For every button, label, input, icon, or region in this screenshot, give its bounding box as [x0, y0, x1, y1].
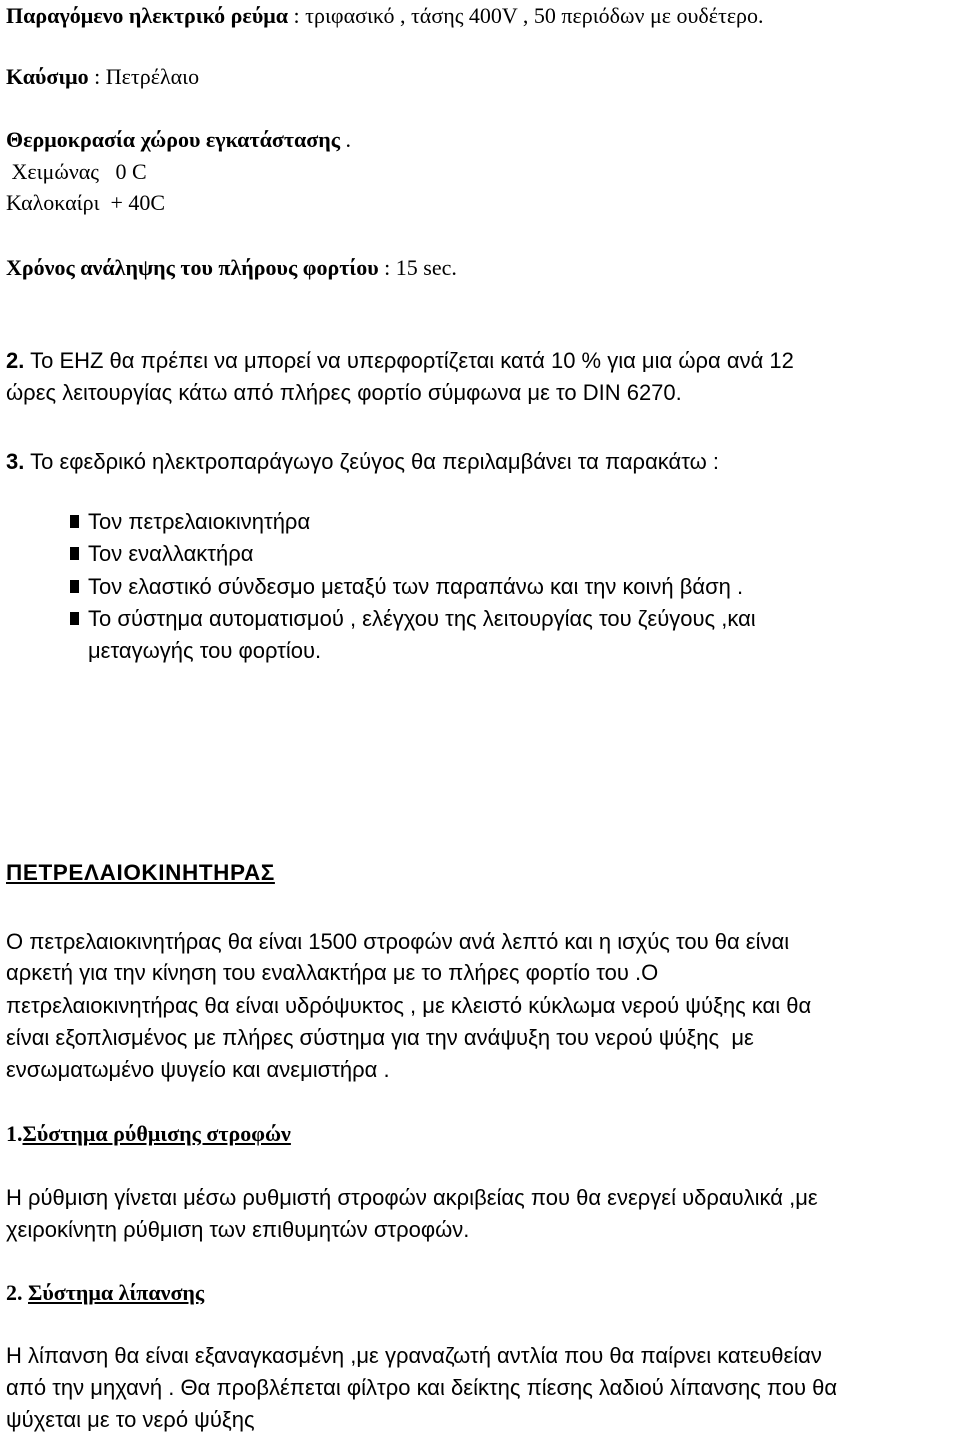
lube-title: Σύστημα λίπανσης — [28, 1280, 205, 1305]
temperature-suffix: . — [340, 127, 351, 152]
engine-para-line: ενσωματωμένο ψυγείο και ανεμιστήρα . — [6, 1057, 390, 1082]
speed-title: Σύστημα ρύθμισης στροφών — [22, 1121, 291, 1146]
item2-line1 — [6, 347, 794, 374]
bullet-text: Τον πετρελαιοκινητήρα — [88, 509, 311, 534]
bullet-item — [0, 573, 960, 600]
item3-line — [6, 448, 719, 475]
power-line — [6, 2, 764, 29]
engine-para-line: πετρελαιοκινητήρας θα είναι υδρόψυκτος , με κλειστό κύκλωμα νερού ψύξης και θα — [6, 993, 812, 1018]
lube-number: 2. — [6, 1280, 28, 1305]
summer-line: Καλοκαίρι + 40C — [6, 190, 166, 215]
lube-para-line: από την μηχανή . Θα προβλέπεται φίλτρο και δείκτης πίεσης λαδιού λίπανσης που θα — [6, 1375, 838, 1400]
item3-number: 3. — [6, 449, 25, 474]
bullet-square-icon — [70, 547, 79, 560]
lube-para-line: ψύχεται με το νερό ψύξης — [6, 1407, 255, 1432]
item2-text-1: Το ΕΗΖ θα πρέπει να μπορεί να υπερφορτίζεται κατά 10 % για μια ώρα ανά 12 — [24, 348, 794, 373]
fuel-line — [6, 63, 199, 90]
temperature-label: Θερμοκρασία χώρου εγκατάστασης — [6, 127, 340, 152]
item2-number: 2. — [6, 348, 25, 373]
engine-heading: ΠΕΤΡΕΛΑΙΟΚΙΝΗΤΗΡΑΣ — [6, 860, 275, 885]
speed-number: 1. — [6, 1121, 23, 1146]
engine-para-line: Ο πετρελαιοκινητήρας θα είναι 1500 στροφών ανά λεπτό και η ισχύς του θα είναι — [6, 929, 790, 954]
engine-para-line: αρκετή για την κίνηση του εναλλακτήρα με το πλήρες φορτίο του .Ο — [6, 960, 659, 985]
winter-line: Χειμώνας 0 C — [6, 159, 147, 184]
speed-para-line: χειροκίνητη ρύθμιση των επιθυμητών στροφών. — [6, 1217, 470, 1242]
bullet-text: Τον ελαστικό σύνδεσμο μεταξύ των παραπάνω και την κοινή βάση . — [88, 574, 744, 599]
fuel-label: Καύσιμο — [6, 64, 89, 89]
engine-para-line: είναι εξοπλισμένος με πλήρες σύστημα για την ανάψυξη του νερού ψύξης με — [6, 1025, 754, 1050]
pickup-line — [6, 254, 457, 281]
bullet-square-icon — [70, 515, 79, 528]
lube-heading — [6, 1279, 204, 1306]
lube-para-line: Η λίπανση θα είναι εξαναγκασμένη ,με γραναζωτή αντλία που θα παίρνει κατευθείαν — [6, 1343, 822, 1368]
bullet-square-icon — [70, 580, 79, 593]
fuel-value: : Πετρέλαιο — [88, 64, 200, 89]
bullet-item — [0, 508, 960, 535]
speed-para-line: Η ρύθμιση γίνεται μέσω ρυθμιστή στροφών ακριβείας που θα ενεργεί υδραυλικά ,με — [6, 1185, 818, 1210]
bullet-square-icon — [70, 612, 79, 625]
item3-text: Το εφεδρικό ηλεκτροπαράγωγο ζεύγος θα περιλαμβάνει τα παρακάτω : — [24, 449, 720, 474]
item2-line2: ώρες λειτουργίας κάτω από πλήρες φορτίο σύμφωνα με το DIN 6270. — [6, 380, 682, 405]
power-label: Παραγόμενο ηλεκτρικό ρεύμα — [6, 3, 289, 28]
speed-heading — [6, 1120, 291, 1147]
bullet-item — [0, 540, 960, 567]
bullet-text: Το σύστημα αυτοματισμού , ελέγχου της λειτουργίας του ζεύγους ,και — [88, 606, 756, 631]
bullet-item — [0, 605, 960, 632]
power-value: : τριφασικό , τάσης 400V , 50 περιόδων με ουδέτερο. — [288, 3, 764, 28]
bullet-continuation: μεταγωγής του φορτίου. — [88, 638, 322, 663]
bullet-text: Τον εναλλακτήρα — [88, 541, 254, 566]
temperature-line — [6, 126, 351, 153]
pickup-label: Χρόνος ανάληψης του πλήρους φορτίου — [6, 255, 379, 280]
pickup-value: : 15 sec. — [378, 255, 457, 280]
